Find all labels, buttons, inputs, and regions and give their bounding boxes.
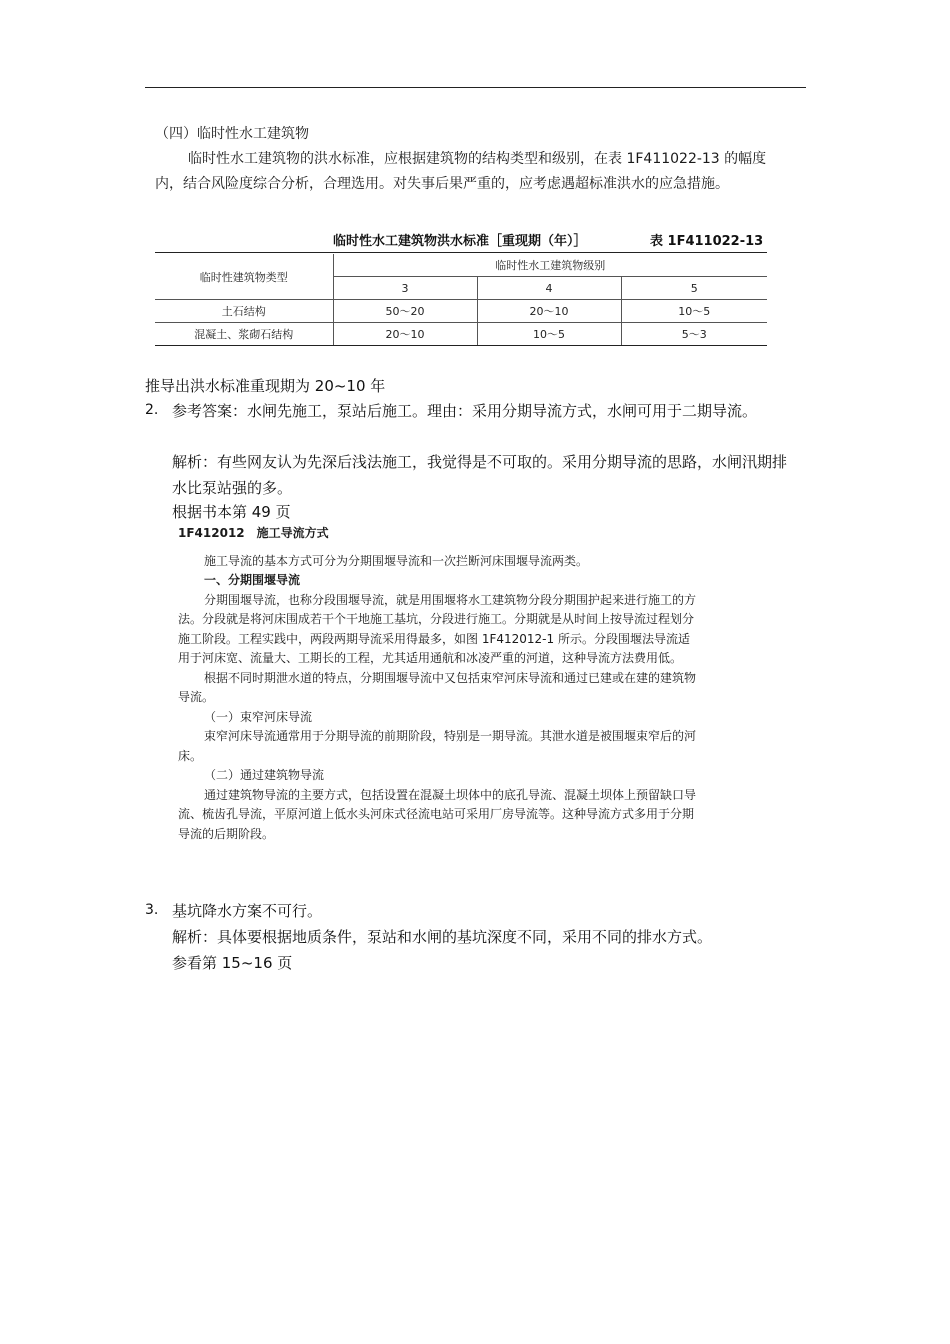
table-row [155, 300, 767, 323]
flood-standard-table [155, 254, 767, 346]
diversion-intro: 施工导流的基本方式可分为分期围堰导流和一次拦断河床围堰导流两类。 [204, 553, 589, 568]
section-paragraph: 临时性水工建筑物的洪水标准，应根据建筑物的结构类型和级别，在表 1F411022-13 的幅度内，结合风险度综合分析，合理选用。对失事后果严重的，应考虑遇超标准洪水的应急措施。 [155, 151, 767, 192]
value-cell: 10～5 [477, 323, 621, 346]
diversion-heading-1: 一、分期围堰导流 [204, 573, 301, 587]
header-rule [145, 87, 806, 88]
col-group-cell: 临时性水工建筑物级别 [333, 254, 767, 277]
item-2-reference: 根据书本第 49 页 [172, 503, 291, 521]
diversion-heading-3: （二）通过建筑物导流 [204, 768, 325, 782]
item-3-number: 3. [145, 902, 159, 918]
item-2-number: 2. [145, 402, 159, 418]
diversion-paragraph-3: 根据不同时期泄水道的特点，分期围堰导流中又包括束窄河床导流和通过已建或在建的建筑物导流。 [178, 670, 697, 704]
level-cell: 3 [333, 277, 477, 300]
value-cell: 50～20 [333, 300, 477, 323]
value-cell: 20～10 [333, 323, 477, 346]
row-header-cell: 临时性建筑物类型 [155, 254, 333, 300]
type-cell: 土石结构 [155, 300, 333, 323]
diversion-paragraph-2: 分期围堰导流，也称分段围堰导流，就是用围堰将水工建筑物分段分期围护起来进行施工的方法。分段就是将河床围成若干个干地施工基坑，分段进行施工。分期就是从时间上按导流过程划分施工阶段。工程实践中，两段两期导流采用得最多，如图 1F412012-1 所示。分段围堰法导流适用于河床宽、流量大、工期长的工程，尤其适用通航和冰凌严重的河道，这种导流方法费用低。 [178, 592, 697, 665]
table-top-rule [155, 252, 767, 253]
diversion-paragraph-4: 束窄河床导流通常用于分期导流的前期阶段，特别是一期导流。其泄水道是被围堰束窄后的河床。 [178, 729, 697, 763]
diversion-paragraph-5: 通过建筑物导流的主要方式，包括设置在混凝土坝体中的底孔导流、混凝土坝体上预留缺口导流、梳齿孔导流，平原河道上低水头河床式径流电站可采用厂房导流等。这种导流方式多用于分期导流的后期阶段。 [178, 787, 697, 841]
derivation-text: 推导出洪水标准重现期为 20~10 年 [145, 377, 386, 395]
value-cell: 10～5 [621, 300, 767, 323]
level-cell: 4 [477, 277, 621, 300]
diversion-heading-2: （一）束窄河床导流 [204, 709, 313, 724]
item-2-answer: 参考答案：水闸先施工，泵站后施工。理由：采用分期导流方式，水闸可用于二期导流。 [172, 402, 758, 420]
scan-section-temporary-works [155, 122, 775, 197]
level-cell: 5 [621, 277, 767, 300]
item-2-analysis: 解析：有些网友认为先深后浅法施工，我觉得是不可取的。采用分期导流的思路，水闸汛期排水比泵站强的多。 [172, 453, 788, 497]
table-caption: 临时性水工建筑物洪水标准［重现期（年）］ [333, 234, 587, 249]
table-row [155, 323, 767, 346]
scan-section-diversion-methods [178, 524, 698, 844]
section-title: 1F412012 施工导流方式 [178, 526, 329, 540]
value-cell: 20～10 [477, 300, 621, 323]
item-3-analysis: 解析：具体要根据地质条件，泵站和水闸的基坑深度不同，采用不同的排水方式。 [172, 928, 713, 946]
item-3-answer: 基坑降水方案不可行。 [172, 902, 323, 920]
item-3-reference: 参看第 15~16 页 [172, 954, 293, 972]
table-header-row [155, 254, 767, 277]
value-cell: 5～3 [621, 323, 767, 346]
section-heading: （四）临时性水工建筑物 [155, 126, 309, 142]
table-number: 表 1F411022-13 [650, 234, 764, 249]
type-cell: 混凝土、浆砌石结构 [155, 323, 333, 346]
